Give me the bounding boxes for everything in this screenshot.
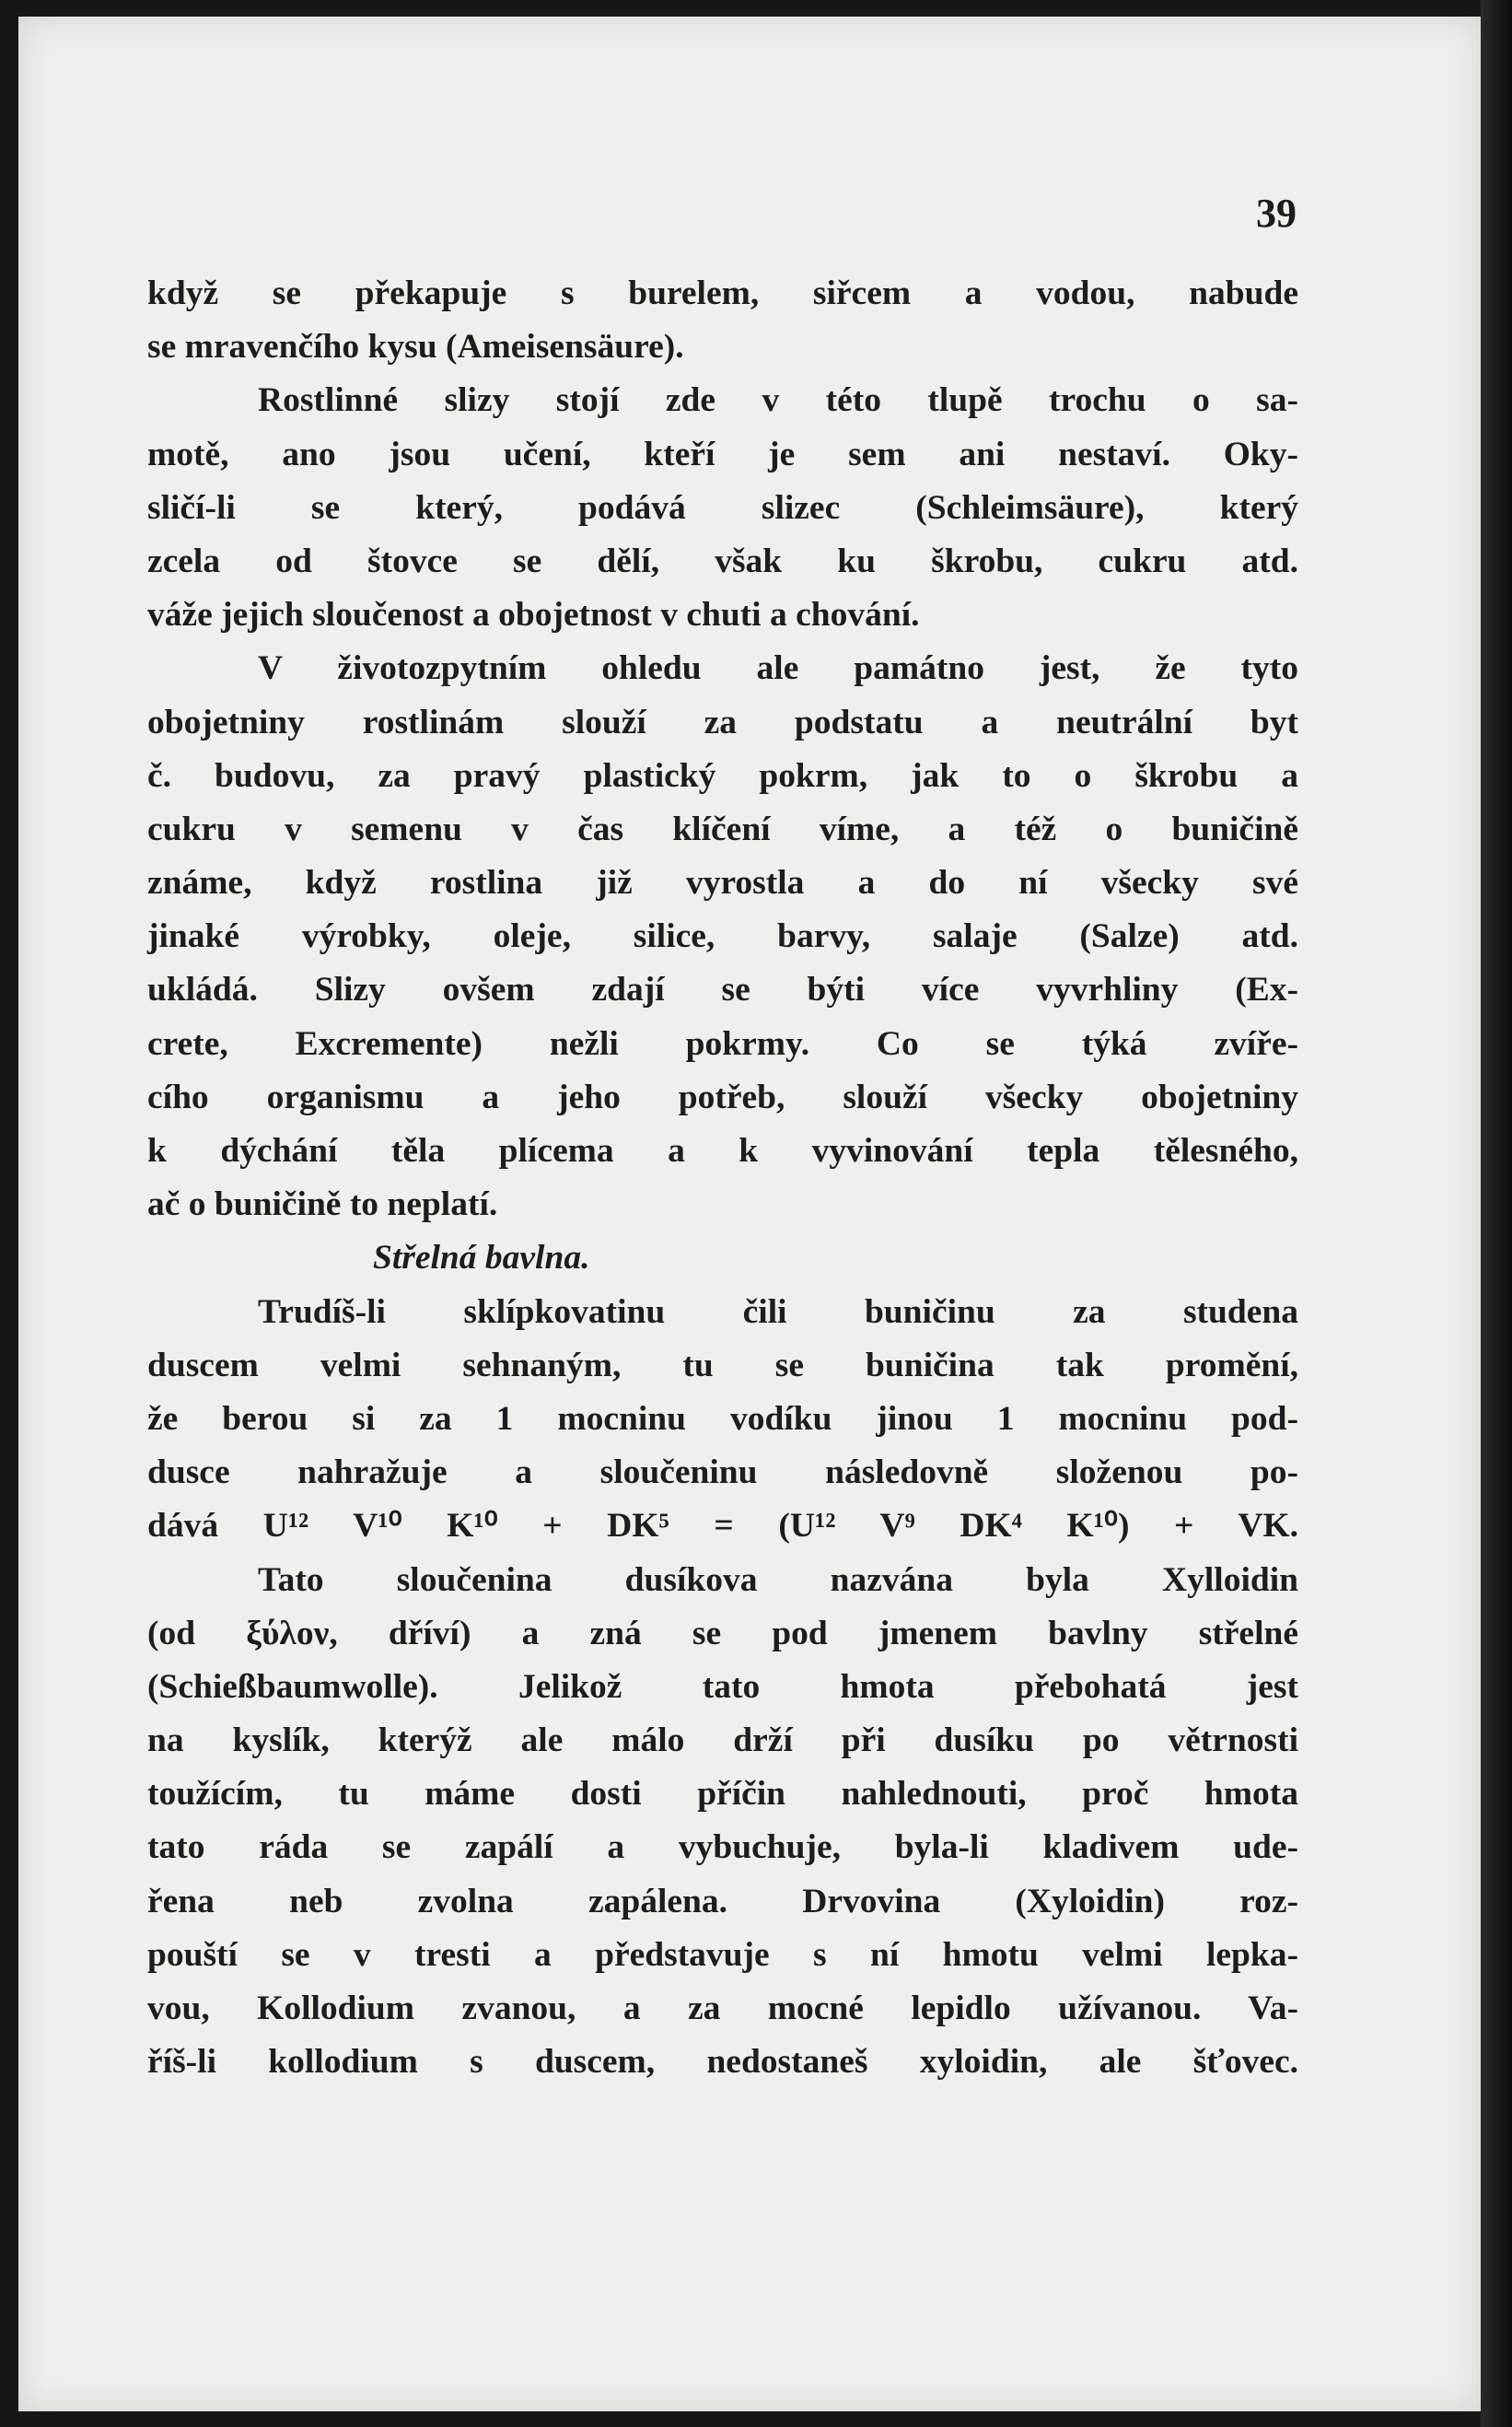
text-line: Rostlinné slizy stojí zde v této tlupě trochu o sa- [258,381,1298,420]
text-line: dává U¹² V¹⁰ K¹⁰ + DK⁵ = (U¹² V⁹ DK⁴ K¹⁰) + VK. [147,1507,1298,1546]
book-page [18,17,1481,2411]
text-line: k dýchání těla plícema a k vyvinování tepla tělesného, [147,1132,1298,1170]
text-line: ač o buničině to neplatí. [147,1185,498,1224]
text-line: č. budovu, za pravý plastický pokrm, jak to o škrobu a [147,756,1298,795]
text-line: (Schießbaumwolle). Jelikož tato hmota přebohatá jest [147,1667,1298,1706]
body-text [147,267,1298,2089]
text-line: váže jejich sloučenost a obojetnost v chuti a chování. [147,596,920,635]
scan-edge [1481,0,1512,2427]
text-line: motě, ano jsou učení, kteří je sem ani nestaví. Oky- [147,435,1298,473]
page-number: 39 [1256,191,1297,236]
text-line: říš-li kollodium s duscem, nedostaneš xyloidin, ale šťovec. [147,2043,1298,2082]
text-line: toužícím, tu máme dosti příčin nahlednouti, proč hmota [147,1775,1298,1814]
text-line: se mravenčího kysu (Ameisensäure). [147,328,684,367]
text-line: Tato sloučenina dusíkova nazvána byla Xylloidin [258,1560,1298,1599]
text-line: dusce nahražuje a sloučeninu následovně složenou po- [147,1453,1298,1492]
text-line: známe, když rostlina již vyrostla a do ní všecky své [147,864,1298,903]
text-line: (od ξύλον, dříví) a zná se pod jmenem bavlny střelné [147,1614,1298,1652]
text-line: zcela od štovce se dělí, však ku škrobu, cukru atd. [147,542,1298,580]
text-line: cukru v semenu v čas klíčení víme, a též o buničině [147,810,1298,848]
text-line: sličí-li se který, podává slizec (Schleimsäure), který [147,488,1298,527]
text-line: V životozpytním ohledu ale památno jest, že tyto [258,649,1298,688]
section-heading: Střelná bavlna. [373,1239,590,1278]
text-line: pouští se v tresti a představuje s ní hmotu velmi lepka- [147,1935,1298,1974]
text-line: crete, Excremente) nežli pokrmy. Co se týká zvíře- [147,1024,1298,1063]
text-line: tato ráda se zapálí a vybuchuje, byla-li kladivem ude- [147,1828,1298,1867]
text-line: že berou si za 1 mocninu vodíku jinou 1 mocninu pod- [147,1399,1298,1438]
text-line: cího organismu a jeho potřeb, slouží všecky obojetniny [147,1078,1298,1116]
text-line: na kyslík, kterýž ale málo drží při dusíku po větrnosti [147,1721,1298,1760]
text-line: jinaké výrobky, oleje, silice, barvy, salaje (Salze) atd. [147,917,1298,956]
text-line: když se překapuje s burelem, siřcem a vodou, nabude [147,274,1298,312]
text-line: ukládá. Slizy ovšem zdají se býti více vyvrhliny (Ex- [147,971,1298,1009]
text-line: duscem velmi sehnaným, tu se buničina tak promění, [147,1346,1298,1384]
text-line: Trudíš-li sklípkovatinu čili buničinu za studena [258,1292,1298,1331]
text-line: obojetniny rostlinám slouží za podstatu a neutrální byt [147,703,1298,741]
text-line: vou, Kollodium zvanou, a za mocné lepidlo užívanou. Va- [147,1989,1298,2027]
text-line: řena neb zvolna zapálena. Drvovina (Xyloidin) roz- [147,1882,1298,1920]
